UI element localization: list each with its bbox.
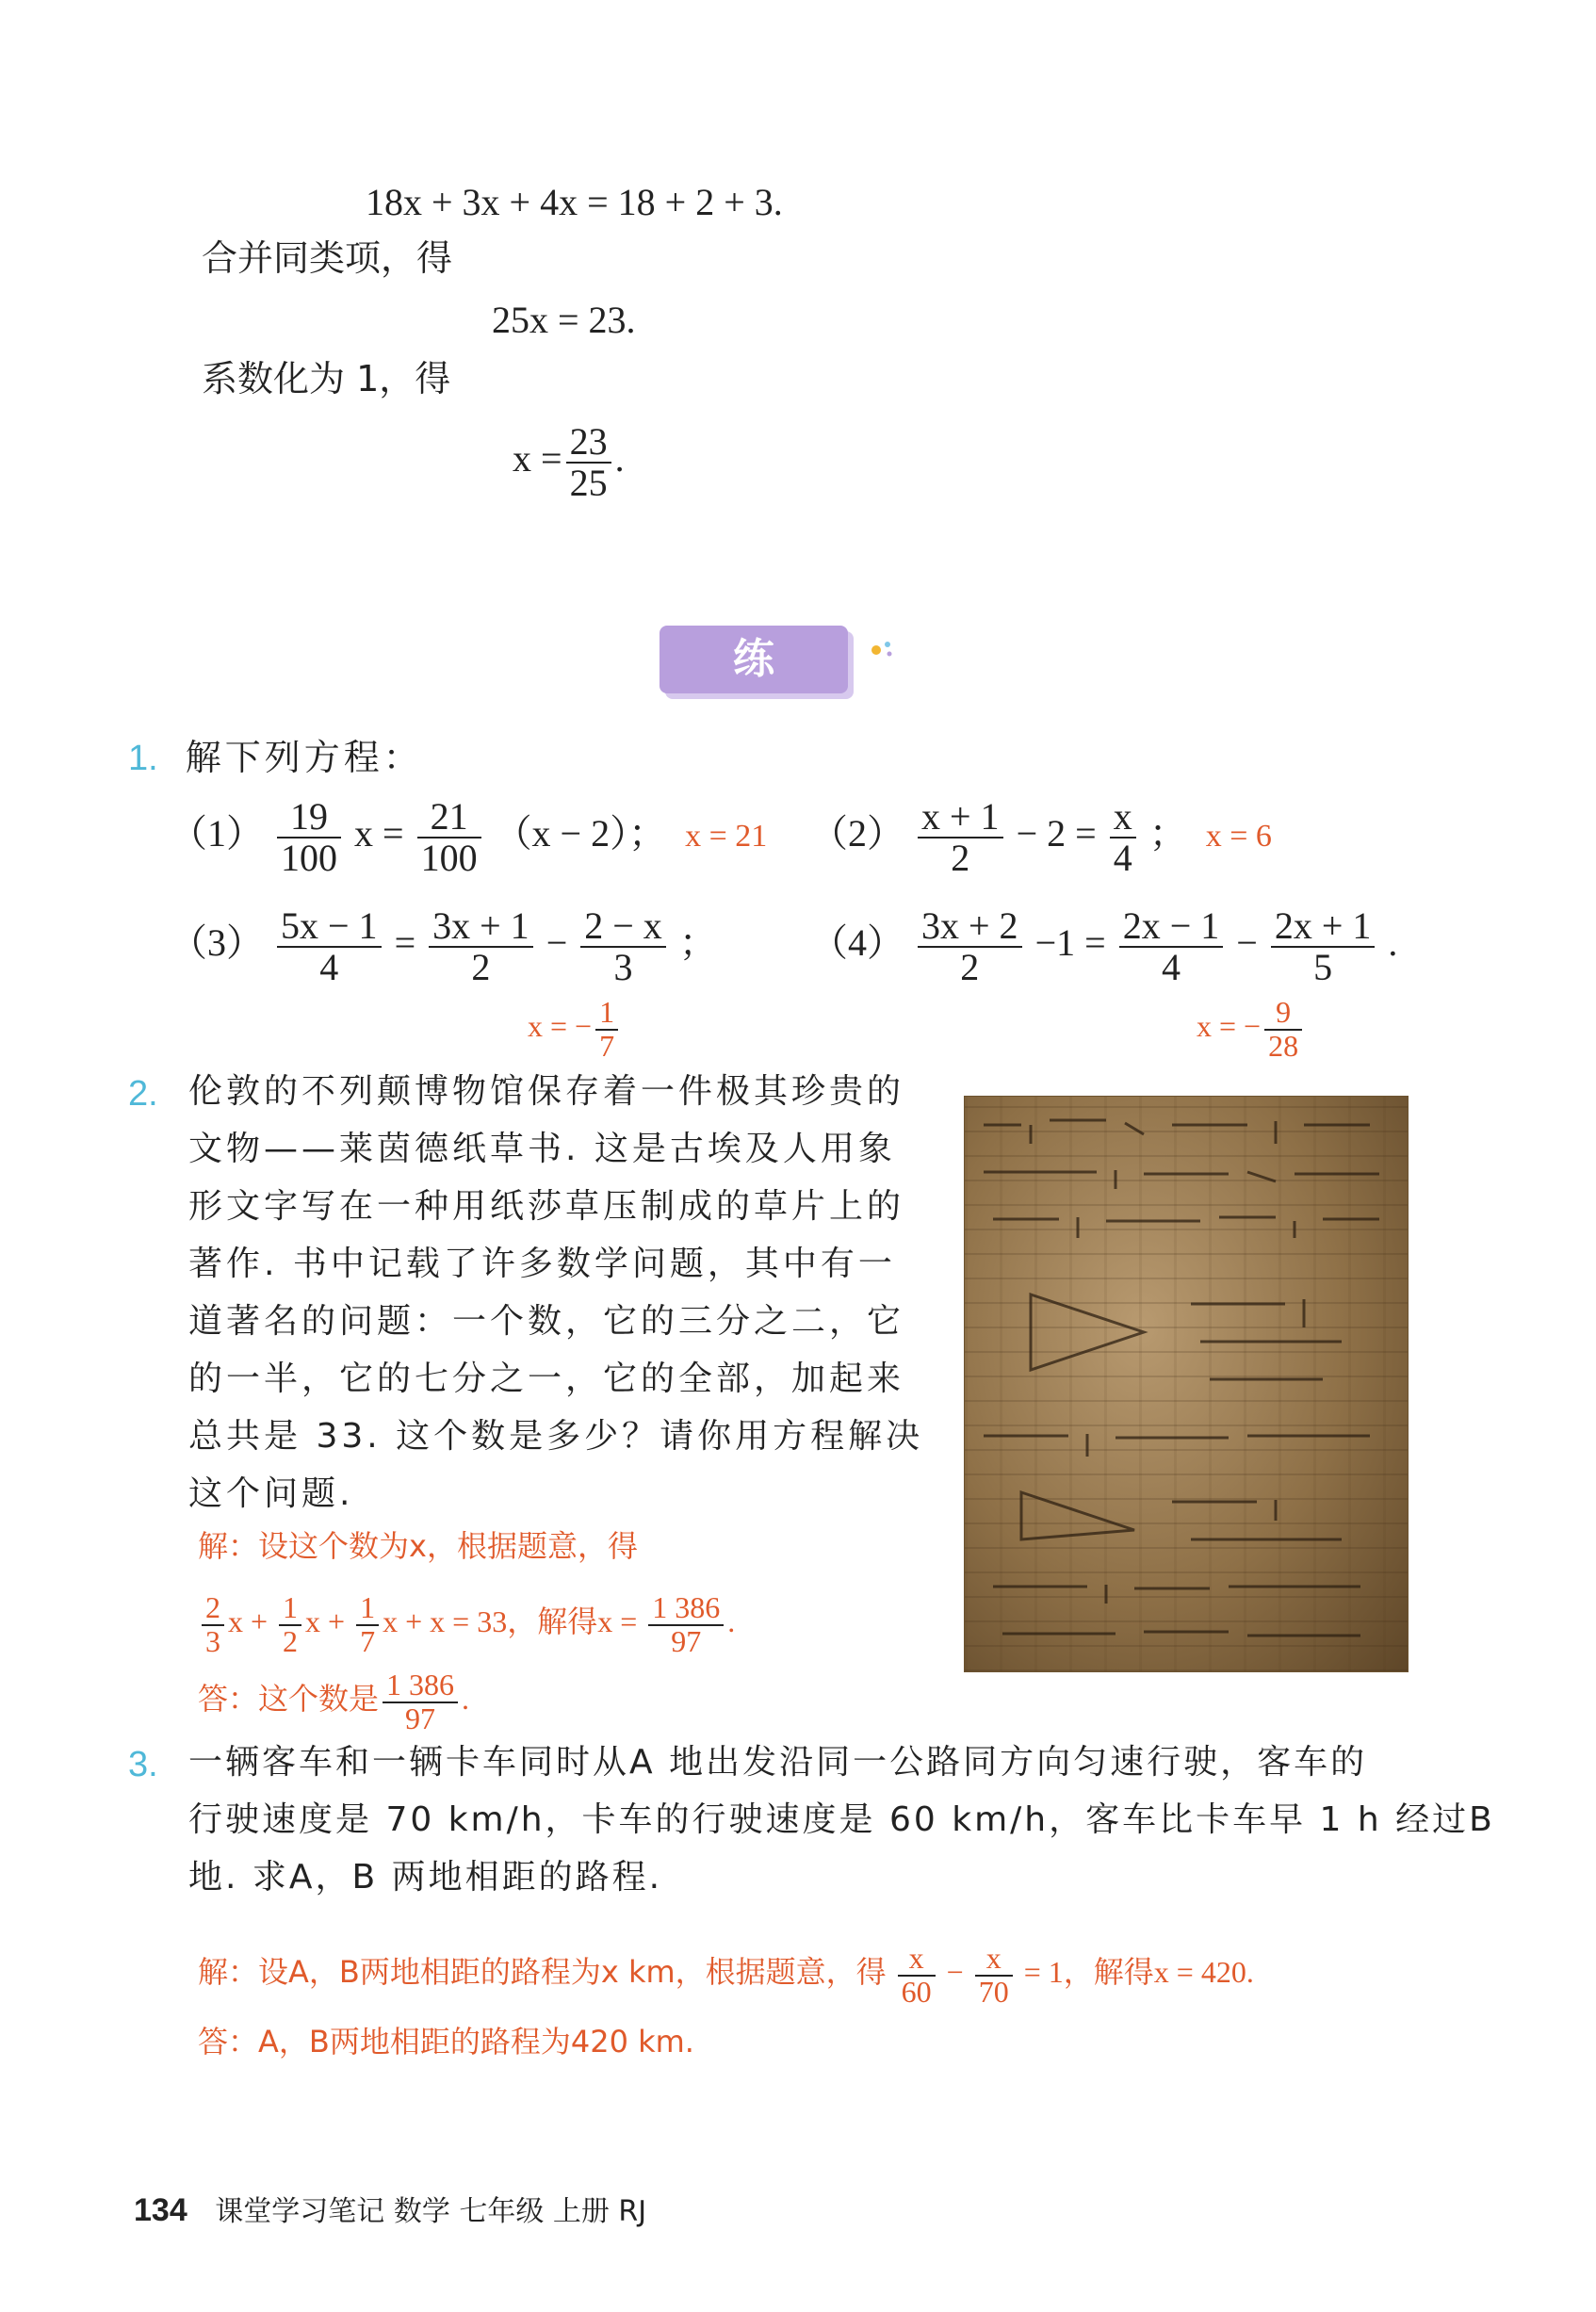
question-3-line: 一辆客车和一辆卡车同时从A 地出发沿同一公路同方向匀速行驶，客车的: [188, 1743, 1368, 1782]
question-2-line: 这个问题.: [188, 1474, 354, 1513]
answer-part-3: x = − $\frac{1}{7}$: [528, 997, 622, 1062]
rhind-papyrus-image: [964, 1096, 1409, 1672]
practice-banner: 练 习: [660, 626, 848, 693]
question-3-line: 行驶速度是 70 km/h，卡车的行驶速度是 60 km/h，客车比卡车早 1 h 经过B: [188, 1800, 1495, 1839]
question-number: 1.: [128, 739, 158, 778]
question-2-line: 形文字写在一种用纸莎草压制成的草片上的: [188, 1187, 905, 1226]
question-3-solution: 解：设A，B两地相距的路程为x km，根据题意，得 $\frac{x}{60}$ − $\frac{x}{70}$ = 1，解得x = 420.: [198, 1941, 1254, 2009]
answer-part-4: x = − $\frac{9}{28}$: [1197, 997, 1306, 1062]
question-2-line: 的一半，它的七分之一，它的全部，加起来: [188, 1360, 905, 1398]
equation-part-1: （1） $\frac{19}{100}$ x = $\frac{21}{100}$ （x − 2）； x = 21: [170, 795, 768, 879]
question-2-line: 文物——莱茵德纸草书. 这是古埃及人用象: [188, 1130, 896, 1168]
question-2-solution-setup: 解：设这个数为x，根据题意，得: [198, 1528, 638, 1564]
answer-part-2: x = 6: [1205, 819, 1272, 855]
question-3-text: [188, 1734, 1495, 1906]
answer-part-1: x = 21: [685, 819, 768, 855]
papyrus-glyphs: [965, 1097, 1408, 1671]
question-2-line: 伦敦的不列颠博物馆保存着一件极其珍贵的: [188, 1072, 905, 1111]
question-3-number: 3.: [128, 1745, 158, 1784]
banner-dots-decoration: [869, 637, 897, 659]
question-1: [128, 737, 423, 780]
question-3-line: 地. 求A，B 两地相距的路程.: [188, 1858, 663, 1897]
question-2-solution-equation: $\frac{2}{3}$ x + $\frac{1}{2}$ x + $\frac{1}{7}$ x + x = 33，解得x = $\frac{1 386}{97}$ .: [198, 1592, 735, 1657]
step-combine-label: 合并同类项，得: [202, 237, 453, 279]
question-3-answer: 答：A，B两地相距的路程为420 km.: [198, 2024, 694, 2060]
question-2-text: [188, 1063, 923, 1522]
page-footer: [134, 2188, 646, 2229]
question-2-answer: 答：这个数是 $\frac{1 386}{97}$ .: [198, 1668, 470, 1735]
question-2-line: 道著名的问题：一个数，它的三分之二，它: [188, 1302, 905, 1341]
book-title: 课堂学习笔记 数学 七年级 上册 RJ: [215, 2195, 647, 2228]
question-text: 解下列方程：: [185, 737, 423, 778]
step-coefficient-label: 系数化为 1，得: [202, 358, 451, 399]
equation-part-4: （4） $\frac{3x + 2}{2}$ −1 = $\frac{2x - 1}{4}$ − $\frac{2x + 1}{5}$ .: [810, 904, 1398, 988]
equation-part-2: （2） $\frac{x + 1}{2}$ − 2 = $\frac{x}{4}$ ； x = 6: [810, 795, 1272, 879]
question-2-line: 总共是 33. 这个数是多少？请你用方程解决: [188, 1417, 924, 1456]
equation-solution: x = $\frac{23}{25}$ .: [513, 420, 625, 504]
equation-collect: 18x + 3x + 4x = 18 + 2 + 3.: [366, 181, 783, 223]
question-2-number: 2.: [128, 1074, 158, 1114]
question-2-line: 著作. 书中记载了许多数学问题，其中有一: [188, 1245, 896, 1283]
page-number: 134: [134, 2192, 187, 2228]
equation-part-3: （3） $\frac{5x - 1}{4}$ = $\frac{3x + 1}{2}$ − $\frac{2 - x}{3}$ ；: [170, 904, 717, 988]
equation-combined: 25x = 23.: [492, 299, 636, 341]
